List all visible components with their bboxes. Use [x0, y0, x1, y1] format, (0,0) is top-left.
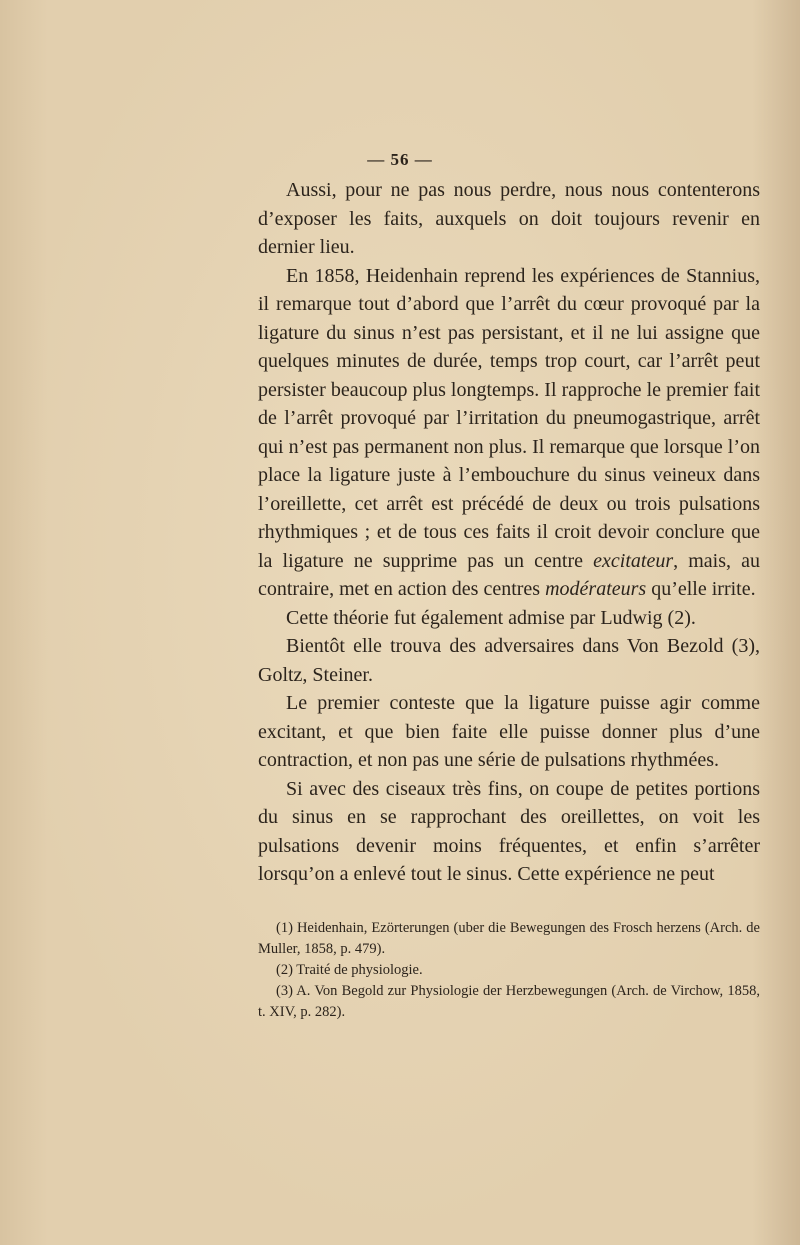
footnote: (3) A. Von Begold zur Physiologie der Herzbewegungen (Arch. de Virchow, 1858, t. XIV, p. 282).	[258, 983, 760, 1020]
page-number: — 56 —	[367, 150, 433, 169]
paragraph: Aussi, pour ne pas nous perdre, nous nous contenterons d’exposer les faits, auxquels on doit toujours revenir en dernier lieu.	[258, 179, 760, 258]
paragraph: Cette théorie fut également admise par Ludwig (2).	[286, 606, 696, 629]
emphasis: modérateurs	[545, 578, 647, 600]
footnotes	[258, 918, 760, 1023]
body-text	[258, 176, 760, 889]
paragraph: Si avec des ciseaux très fins, on coupe de petites portions du sinus en se rapprochant des oreillettes, on voit les pulsations devenir moins fréquentes, et enfin s’arrêter lorsqu’on a enlevé tout le sinus. Cette expérience ne peut	[258, 777, 760, 885]
paragraph: En 1858, Heidenhain reprend les expériences de Stannius, il remarque tout d’abord que l’arrêt du cœur provoqué par la ligature du sinus n’est pas persistant, et il ne lui assigne que quelques minutes de durée, temps trop court, car l’arrêt peut persister beaucoup plus longtemps. Il rapproche le premier fait de l’arrêt provoqué par l’irritation du pneumogastrique, arrêt qui n’est pas permanent non plus. Il remarque que lorsque l’on place la ligature juste à l’embouchure du sinus veineux dans l’oreillette, cet arrêt est précédé de deux ou trois pulsations rhythmiques ; et de tous ces faits il croit devoir conclure que la ligature ne supprime pas un centre excitateur, mais, au contraire, met en action des centres modérateurs qu’elle irrite.	[258, 264, 760, 600]
emphasis: excitateur	[593, 549, 674, 572]
paragraph: Bientôt elle trouva des adversaires dans Von Bezold (3), Goltz, Steiner.	[258, 635, 760, 686]
footnote: (1) Heidenhain, Ezörterungen (uber die Bewegungen des Frosch herzens (Arch. de Muller, 1858, p. 479).	[258, 920, 760, 957]
paragraph: Le premier conteste que la ligature puisse agir comme excitant, et que bien faite elle puisse donner plus d’une contraction, et non pas une série de pulsations rhythmées.	[258, 692, 760, 771]
footnote: (2) Traité de physiologie.	[276, 962, 423, 978]
